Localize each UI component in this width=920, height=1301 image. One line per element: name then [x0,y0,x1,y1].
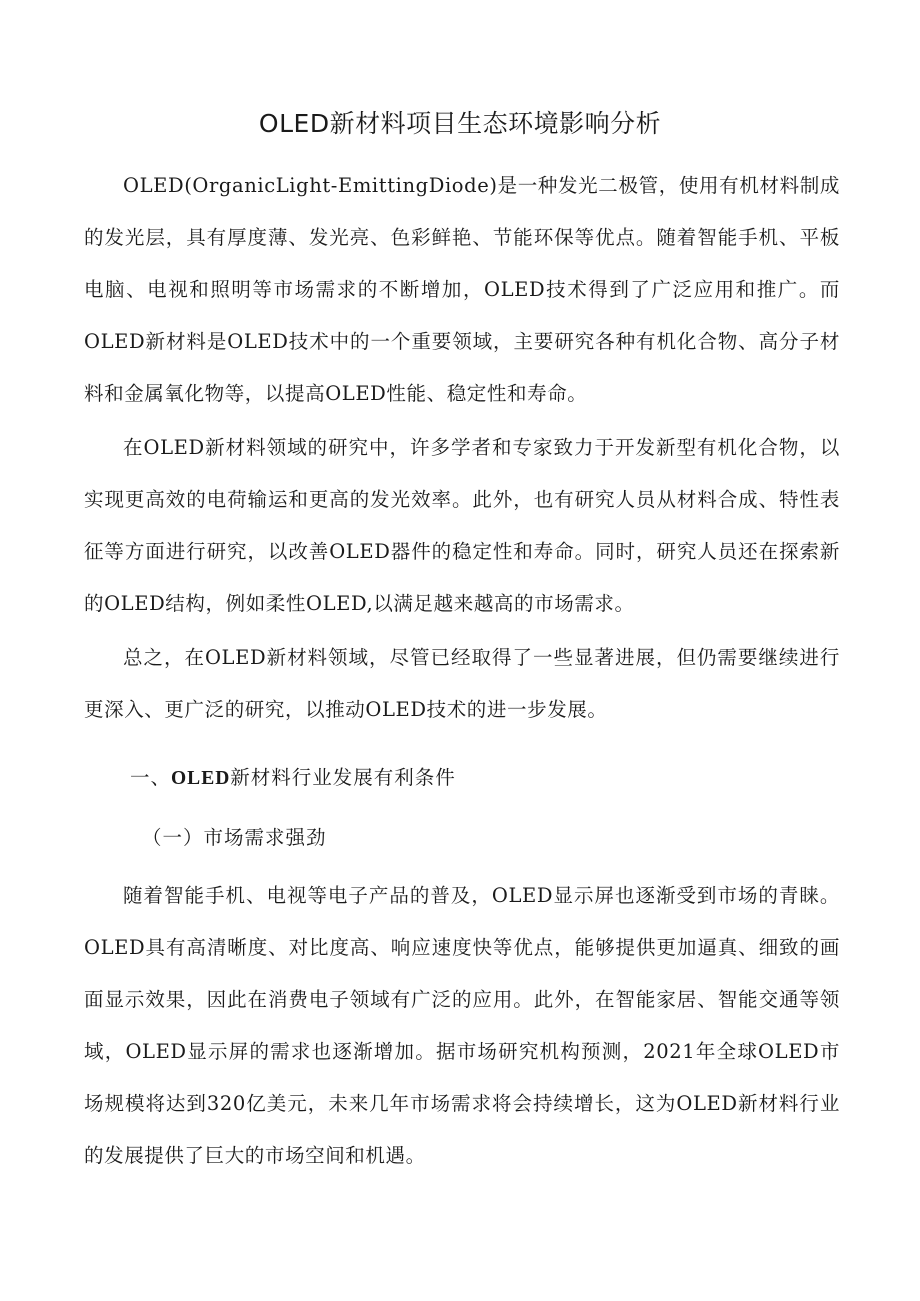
paragraph-oled-intro: OLED(OrganicLight-EmittingDiode)是一种发光二极管，使用有机材料制成的发光层，具有厚度薄、发光亮、色彩鲜艳、节能环保等优点。随着智能手机、平板电脑、电视和照明等市场需求的不断增加，OLED技术得到了广泛应用和推广。而OLED新材料是OLED技术中的一个重要领域，主要研究各种有机化合物、高分子材料和金属氧化物等，以提高OLED性能、稳定性和寿命。 [84,174,840,405]
paragraph-research: 在OLED新材料领域的研究中，许多学者和专家致力于开发新型有机化合物，以实现更高效的电荷输运和更高的发光效率。此外，也有研究人员从材料合成、特性表征等方面进行研究，以改善OLED器件的稳定性和寿命。同时，研究人员还在探索新的OLED结构，例如柔性OLED,以满足越来越高的市场需求。 [84,436,840,615]
section-heading [130,758,456,799]
document-title: OLED新材料项目生态环境影响分析 [258,109,662,138]
paragraph-market-demand: 随着智能手机、电视等电子产品的普及，OLED显示屏也逐渐受到市场的青睐。OLED具有高清晰度、对比度高、响应速度快等优点，能够提供更加逼真、细致的画面显示效果，因此在消费电子领域有广泛的应用。此外，在智能家居、智能交通等领域，OLED显示屏的需求也逐渐增加。据市场研究机构预测，2021年全球OLED市场规模将达到320亿美元，未来几年市场需求将会持续增长，这为OLED新材料行业的发展提供了巨大的市场空间和机遇。 [84,884,840,1167]
paragraph-summary: 总之，在OLED新材料领域，尽管已经取得了一些显著进展，但仍需要继续进行更深入、更广泛的研究，以推动OLED技术的进一步发展。 [84,646,840,721]
section-heading-prefix: 一、 [130,766,172,789]
subsection-heading: （一）市场需求强劲 [142,826,327,849]
section-heading-bold: OLED [171,768,231,789]
section-heading-rest: 新材料行业发展有利条件 [230,766,456,789]
